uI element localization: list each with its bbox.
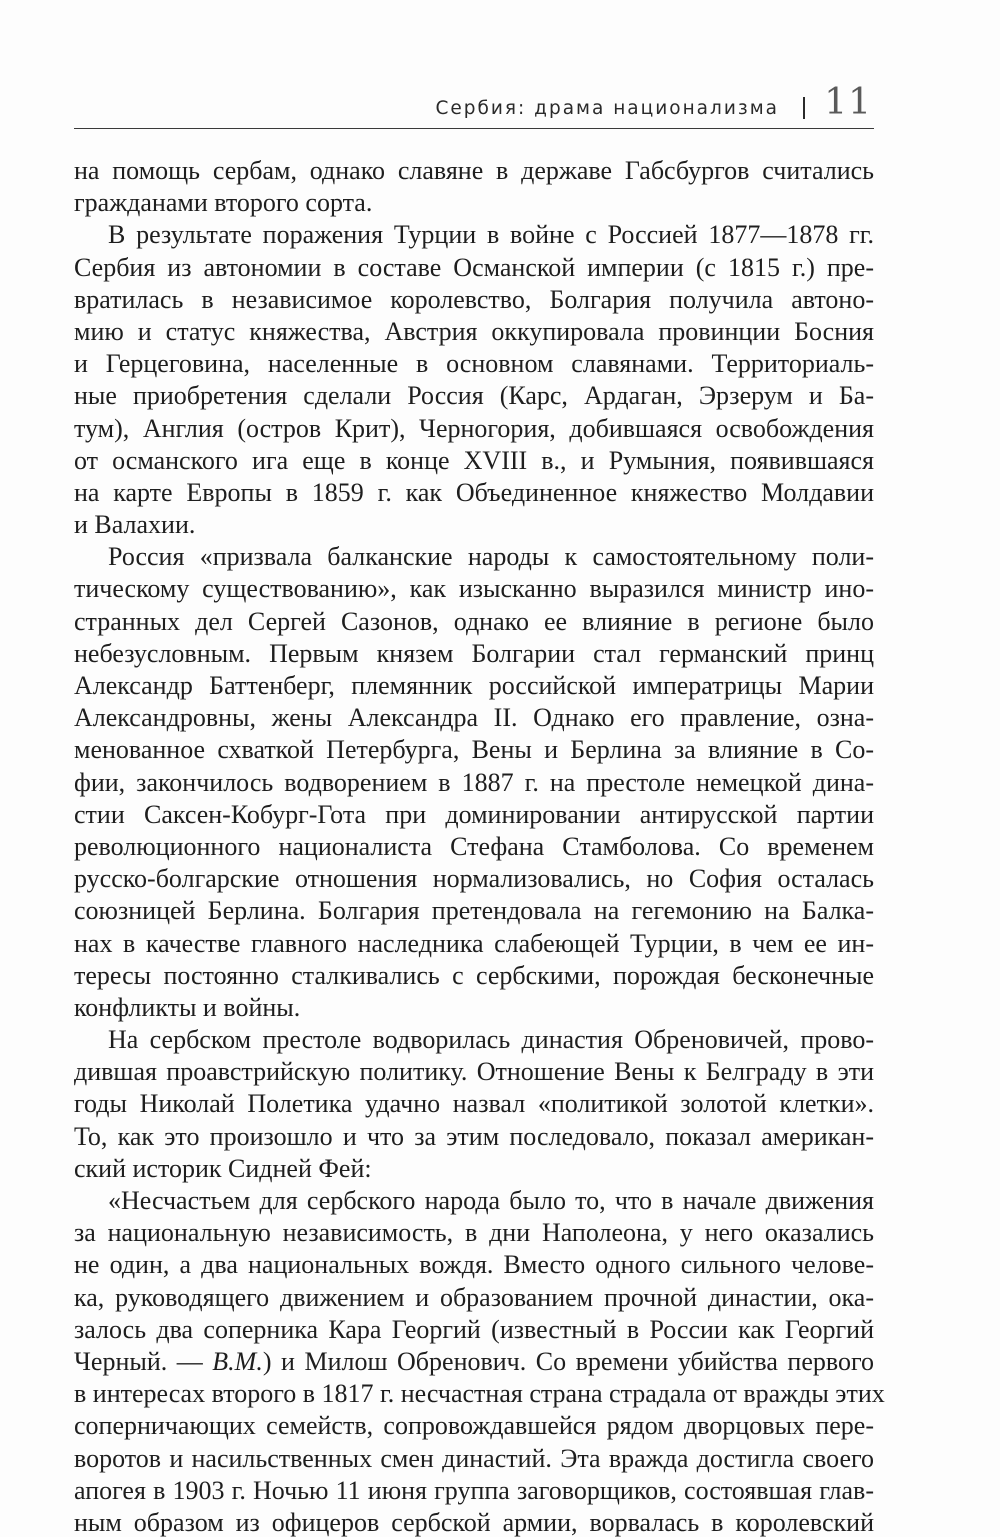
text-line: стии Саксен-Кобург-Гота при доминировании антирусской партии: [74, 799, 874, 829]
text-line: То, как это произошло и что за этим последовало, показал американ-: [74, 1121, 874, 1151]
text-line: соперничающих семейств, сопровождавшейся рядом дворцовых пере-: [74, 1411, 874, 1441]
text-segment: ) и Милош Обренович. Со времени убийства первого: [262, 1346, 875, 1376]
text-line: тум), Англия (остров Крит), Черногория, добившаяся освобождения: [74, 413, 874, 443]
header-separator: [803, 97, 805, 119]
text-line: не один, а два национальных вождя. Вместо одного сильного челове-: [74, 1250, 874, 1280]
text-line: союзницей Берлина. Болгария претендовала на гегемонию на Балка-: [74, 896, 874, 926]
text-line: за национальную независимость, в дни Наполеона, у него оказались: [74, 1218, 874, 1248]
text-line: странных дел Сергей Сазонов, однако ее влияние в регионе было: [74, 606, 874, 636]
text-line: менованное схваткой Петербурга, Вены и Берлина за влияние в Со-: [74, 735, 874, 765]
text-line: Александровны, жены Александра II. Однако его правление, озна-: [74, 703, 874, 733]
text-line: «Несчастьем для сербского народа было то, что в начале движения: [108, 1186, 874, 1215]
text-line: ные приобретения сделали Россия (Карс, Ардаган, Эрзерум и Ба-: [74, 381, 874, 411]
running-title: Сербия: драма национализма: [435, 98, 779, 119]
text-line: Сербия из автономии в составе Османской империи (с 1815 г.) пре-: [74, 252, 874, 282]
text-line: русско-болгарские отношения нормализовались, но София осталась: [74, 864, 874, 894]
text-line: на карте Европы в 1859 г. как Объединенное княжество Молдавии: [74, 477, 874, 507]
text-line: в интересах второго в 1817 г. несчастная страна страдала от вражды этих: [74, 1379, 885, 1409]
text-line: На сербском престоле водворилась династия Обреновичей, прово-: [108, 1025, 874, 1055]
author-initials: В.М.: [212, 1346, 263, 1376]
text-line: дившая проавстрийскую политику. Отношение Вены к Белграду в эти: [74, 1057, 874, 1087]
text-line: В результате поражения Турции в войне с Россией 1877—1878 гг.: [108, 220, 874, 250]
page-number: 11: [824, 82, 872, 123]
text-line: от османского ига еще в конце XVIII в., и Румыния, появившаяся: [74, 445, 874, 475]
text-line: залось два соперника Кара Георгий (известный в России как Георгий: [74, 1314, 874, 1344]
text-line: [74, 1346, 874, 1378]
text-line: гражданами второго сорта.: [74, 188, 373, 218]
text-line: ным образом из офицеров сербской армии, ворвалась в королевский: [74, 1507, 874, 1537]
text-line: ка, руководящего движением и образованием прочной династии, ока-: [74, 1282, 874, 1312]
text-line: вратилась в независимое королевство, Болгария получила автоно-: [74, 284, 874, 314]
text-line: и Герцеговина, населенные в основном славянами. Территориаль-: [74, 349, 874, 379]
text-line: мию и статус княжества, Австрия оккупировала провинции Босния: [74, 316, 874, 346]
text-line: тическому существованию», как изысканно выразился министр ино-: [74, 574, 874, 604]
text-line: Россия «призвала балканские народы к самостоятельному поли-: [108, 542, 874, 572]
text-line: фии, закончилось водворением в 1887 г. на престоле немецкой дина-: [74, 767, 874, 797]
text-line: годы Николай Полетика удачно назвал «политикой золотой клетки».: [74, 1089, 874, 1119]
text-line: воротов и насильственных смен династий. Эта вражда достигла своего: [74, 1443, 874, 1473]
text-line: апогея в 1903 г. Ночью 11 июня группа заговорщиков, состоявшая глав-: [74, 1475, 874, 1505]
text-line: нах в качестве главного наследника слабеющей Турции, в чем ее ин-: [74, 928, 874, 958]
text-line: тересы постоянно сталкивались с сербскими, порождая бесконечные: [74, 960, 874, 990]
running-header: [74, 82, 874, 129]
text-line: и Валахии.: [74, 510, 196, 540]
text-line: на помощь сербам, однако славяне в державе Габсбургов считались: [74, 156, 874, 185]
text-line: конфликты и войны.: [74, 992, 301, 1022]
text-line: революционного националиста Стефана Стамболова. Со временем: [74, 831, 874, 861]
text-line: Александр Баттенберг, племянник российской императрицы Марии: [74, 671, 874, 700]
text-line: ский историк Сидней Фей:: [74, 1153, 372, 1183]
text-segment: Черный. —: [74, 1346, 213, 1376]
text-line: небезусловным. Первым князем Болгарии стал германский принц: [74, 638, 874, 668]
body-text: [74, 155, 885, 1539]
